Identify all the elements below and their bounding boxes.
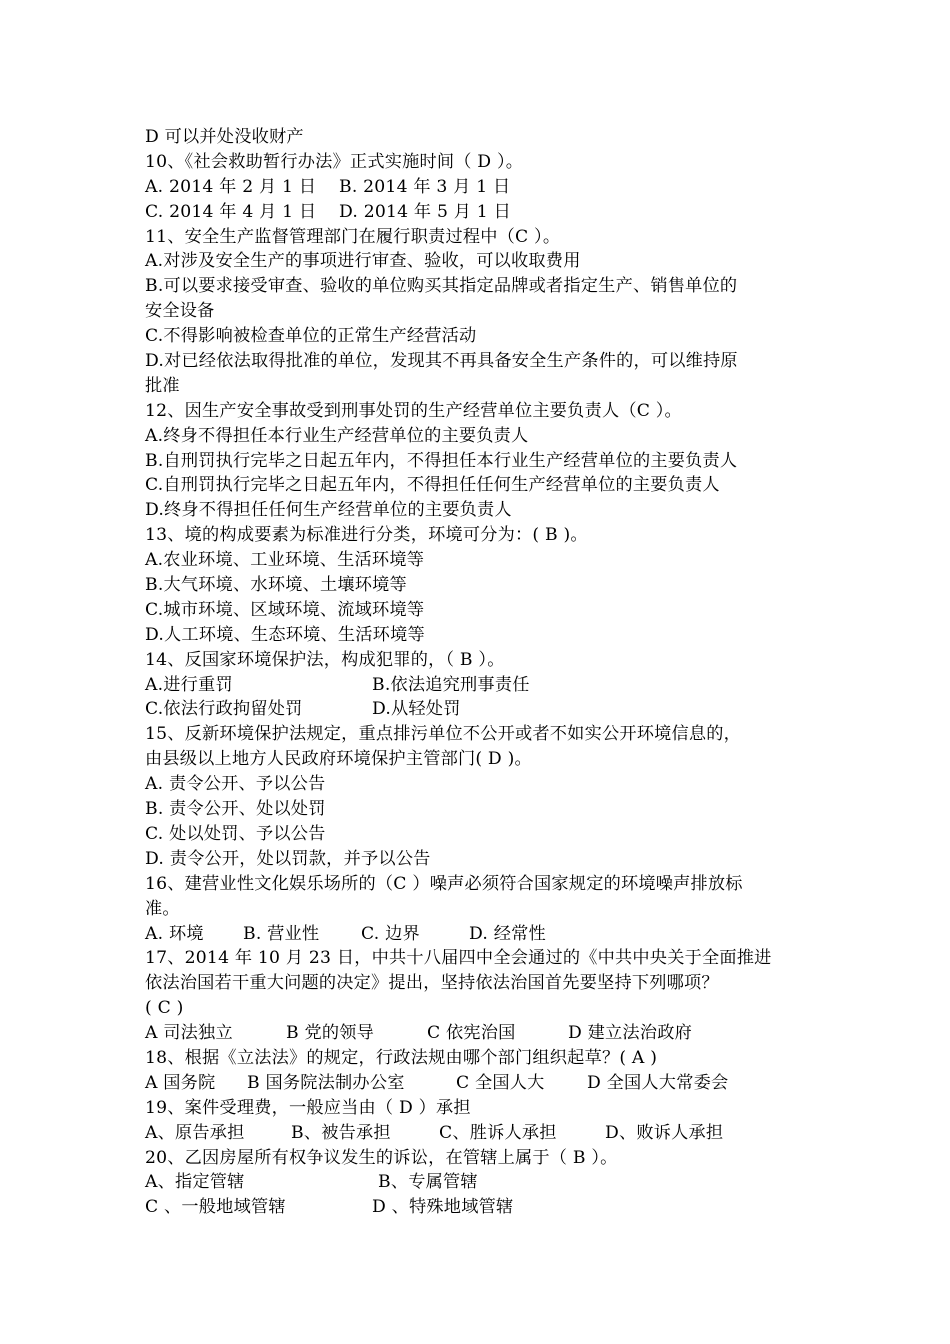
q13-option-c: C.城市环境、区域环境、流域环境等 bbox=[145, 599, 425, 620]
q17-option-c: C 依宪治国 bbox=[427, 1023, 516, 1044]
q19-options bbox=[145, 1121, 815, 1146]
q11-option-c: C.不得影响被检查单位的正常生产经营活动 bbox=[145, 326, 477, 347]
q11-option-a: A.对涉及安全生产的事项进行审查、验收，可以收取费用 bbox=[145, 251, 581, 272]
q14-question: 14、反国家环境保护法，构成犯罪的，（ B ）。 bbox=[145, 649, 505, 670]
q19-option-b: B、被告承担 bbox=[291, 1122, 391, 1143]
q20-option-c: C 、一般地域管辖 bbox=[145, 1197, 286, 1218]
q19-option-a: A、原告承担 bbox=[145, 1122, 245, 1143]
q12-option-a: A.终身不得担任本行业生产经营单位的主要负责人 bbox=[145, 425, 529, 446]
q17-question: 17、2014 年 10 月 23 日，中共十八届四中全会通过的《中共中央关于全面推进 bbox=[145, 948, 772, 969]
q16-option-b: B. 营业性 bbox=[243, 923, 320, 944]
q14-option-d: D.从轻处罚 bbox=[372, 699, 461, 720]
q11-option-d-cont: 批准 bbox=[145, 375, 180, 396]
q11-question: 11、安全生产监督管理部门在履行职责过程中（C ）。 bbox=[145, 226, 561, 247]
q20-options-row2 bbox=[145, 1195, 815, 1220]
q13-option-a: A.农业环境、工业环境、生活环境等 bbox=[145, 550, 425, 571]
q16-option-d: D. 经常性 bbox=[469, 923, 546, 944]
q18-options bbox=[145, 1071, 815, 1096]
q13-option-d: D.人工环境、生态环境、生活环境等 bbox=[145, 624, 425, 645]
q15-question: 15、反新环境保护法规定，重点排污单位不公开或者不如实公开环境信息的， bbox=[145, 724, 742, 745]
q16-option-a: A. 环境 bbox=[145, 923, 204, 944]
q13-question: 13、境的构成要素为标准进行分类，环境可分为：( B )。 bbox=[145, 525, 588, 546]
q12-option-d: D.终身不得担任任何生产经营单位的主要负责人 bbox=[145, 500, 512, 521]
q16-question: 16、建营业性文化娱乐场所的（C ）噪声必须符合国家规定的环境噪声排放标 bbox=[145, 873, 743, 894]
q11-option-b: B.可以要求接受审查、验收的单位购买其指定品牌或者指定生产、销售单位的 bbox=[145, 276, 738, 297]
q20-question: 20、乙因房屋所有权争议发生的诉讼，在管辖上属于（ B ）。 bbox=[145, 1147, 618, 1168]
q10-option-c: C. 2014 年 4 月 1 日 bbox=[145, 201, 317, 222]
q15-option-d: D. 责令公开，处以罚款，并予以公告 bbox=[145, 848, 431, 869]
q17-option-a: A 司法独立 bbox=[145, 1023, 233, 1044]
q12-option-c: C.自刑罚执行完毕之日起五年内，不得担任任何生产经营单位的主要负责人 bbox=[145, 475, 720, 496]
q17-question-cont: 依法治国若干重大问题的决定》提出，坚持依法治国首先要坚持下列哪项？ bbox=[145, 973, 719, 994]
q19-option-d: D、败诉人承担 bbox=[605, 1122, 724, 1143]
q20-options-row1 bbox=[145, 1170, 815, 1195]
q18-option-a: A 国务院 bbox=[145, 1072, 216, 1093]
q20-option-a: A、指定管辖 bbox=[145, 1172, 245, 1193]
q19-option-c: C、胜诉人承担 bbox=[439, 1122, 557, 1143]
q10-options-row1 bbox=[145, 175, 815, 200]
q16-option-c: C. 边界 bbox=[361, 923, 420, 944]
q16-question-cont: 准。 bbox=[145, 898, 180, 919]
q11-option-d: D.对已经依法取得批准的单位，发现其不再具备安全生产条件的，可以维持原 bbox=[145, 351, 738, 372]
q10-options-row2 bbox=[145, 200, 815, 225]
q14-options-row1 bbox=[145, 673, 815, 698]
q12-option-b: B.自刑罚执行完毕之日起五年内，不得担任本行业生产经营单位的主要负责人 bbox=[145, 450, 738, 471]
q15-option-b: B. 责令公开、处以处罚 bbox=[145, 799, 326, 820]
q9-option-d: D 可以并处没收财产 bbox=[145, 127, 304, 147]
q13-option-b: B.大气环境、水环境、土壤环境等 bbox=[145, 575, 407, 596]
q10-option-d: D. 2014 年 5 月 1 日 bbox=[339, 201, 511, 222]
q17-option-d: D 建立法治政府 bbox=[568, 1023, 692, 1044]
q15-option-a: A. 责令公开、予以公告 bbox=[145, 774, 326, 795]
q18-option-d: D 全国人大常委会 bbox=[587, 1072, 729, 1093]
q14-options-row2 bbox=[145, 697, 815, 722]
q14-option-a: A.进行重罚 bbox=[145, 674, 233, 695]
q14-option-c: C.依法行政拘留处罚 bbox=[145, 699, 303, 720]
document-page bbox=[145, 125, 815, 1220]
q18-option-b: B 国务院法制办公室 bbox=[247, 1072, 405, 1093]
q18-option-c: C 全国人大 bbox=[456, 1072, 545, 1093]
q15-option-c: C. 处以处罚、予以公告 bbox=[145, 823, 326, 844]
q17-answer: ( C ) bbox=[145, 998, 184, 1019]
q11-option-b-cont: 安全设备 bbox=[145, 301, 215, 322]
q15-question-cont: 由县级以上地方人民政府环境保护主管部门( D )。 bbox=[145, 749, 532, 770]
q19-question: 19、案件受理费，一般应当由（ D ）承担 bbox=[145, 1097, 471, 1118]
q20-option-b: B、专属管辖 bbox=[378, 1172, 478, 1193]
q10-question: 10、《社会救助暂行办法》正式实施时间（ D ）。 bbox=[145, 151, 524, 172]
q12-question: 12、因生产安全事故受到刑事处罚的生产经营单位主要负责人（C ）。 bbox=[145, 400, 682, 421]
q10-option-b: B. 2014 年 3 月 1 日 bbox=[339, 176, 511, 197]
q17-option-b: B 党的领导 bbox=[286, 1023, 375, 1044]
q20-option-d: D 、特殊地域管辖 bbox=[372, 1197, 514, 1218]
q10-option-a: A. 2014 年 2 月 1 日 bbox=[145, 176, 317, 197]
q18-question: 18、根据《立法法》的规定，行政法规由哪个部门组织起草？( A ) bbox=[145, 1047, 658, 1068]
q16-options bbox=[145, 922, 815, 947]
q17-options bbox=[145, 1021, 815, 1046]
q14-option-b: B.依法追究刑事责任 bbox=[372, 674, 530, 695]
